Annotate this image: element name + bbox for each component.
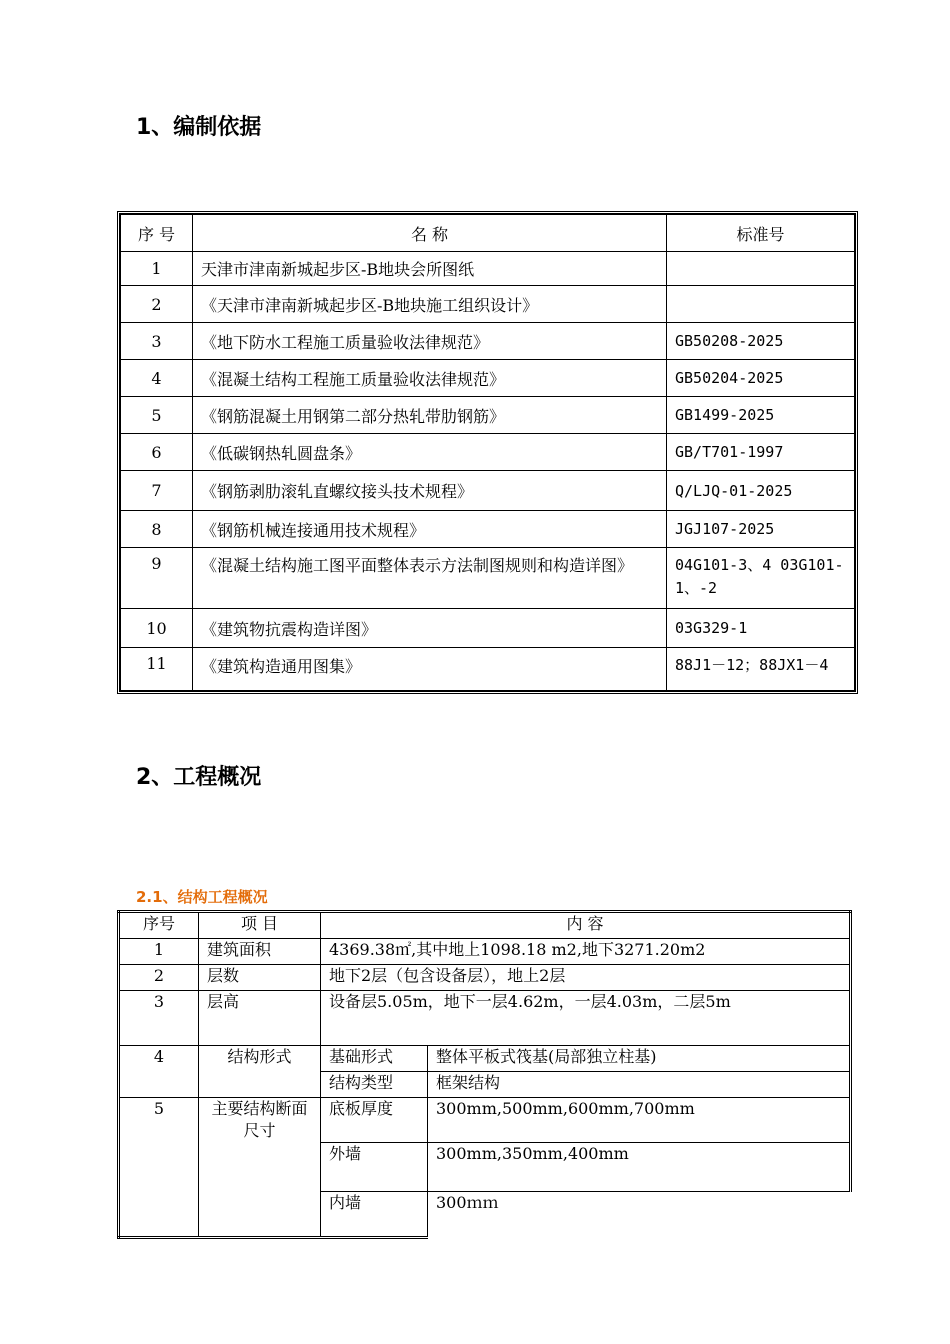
row-name: 《钢筋混凝土用钢第二部分热轧带肋钢筋》	[193, 397, 667, 434]
row-no: 2	[119, 965, 199, 991]
row-no: 11	[121, 648, 193, 691]
row-no: 4	[119, 1046, 199, 1098]
sub-value: 300mm,500mm,600mm,700mm	[428, 1098, 851, 1143]
row-no: 1	[121, 252, 193, 286]
table-row	[121, 434, 855, 471]
row-std: 04G101-3、4 03G101-1、-2	[667, 548, 855, 609]
table-header-row	[119, 912, 851, 939]
row-std	[667, 252, 855, 286]
sub-key: 底板厚度	[321, 1098, 428, 1143]
sub-value: 整体平板式筏基(局部独立柱基)	[428, 1046, 851, 1072]
row-std: Q/LJQ-01-2025	[667, 471, 855, 511]
references-table	[117, 211, 858, 694]
row-name: 《钢筋剥肋滚轧直螺纹接头技术规程》	[193, 471, 667, 511]
header-item: 项 目	[199, 912, 321, 939]
table-row	[121, 471, 855, 511]
row-no: 9	[121, 548, 193, 609]
header-no: 序 号	[121, 215, 193, 252]
row-item: 层数	[199, 965, 321, 991]
row-std	[667, 286, 855, 323]
table-row	[121, 609, 855, 648]
sub-key: 内墙	[321, 1192, 428, 1238]
row-std: 03G329-1	[667, 609, 855, 648]
row-name: 《地下防水工程施工质量验收法律规范》	[193, 323, 667, 360]
row-no: 3	[121, 323, 193, 360]
row-no: 1	[119, 939, 199, 965]
row-item: 结构形式	[199, 1046, 321, 1098]
header-no: 序号	[119, 912, 199, 939]
row-content: 4369.38㎡,其中地上1098.18 m2,地下3271.20m2	[321, 939, 851, 965]
row-name: 天津市津南新城起步区-B地块会所图纸	[193, 252, 667, 286]
table-row	[121, 397, 855, 434]
row-std: GB50204-2025	[667, 360, 855, 397]
sub-value: 框架结构	[428, 1072, 851, 1098]
sub-value: 300ｍｍ	[428, 1192, 851, 1238]
row-name: 《混凝土结构施工图平面整体表示方法制图规则和构造详图》	[193, 548, 667, 609]
header-name: 名 称	[193, 215, 667, 252]
row-no: 10	[121, 609, 193, 648]
row-content: 设备层5.05m，地下一层4.62m，一层4.03m，二层5m	[321, 991, 851, 1046]
header-std: 标准号	[667, 215, 855, 252]
row-no: 2	[121, 286, 193, 323]
row-name: 《混凝土结构工程施工质量验收法律规范》	[193, 360, 667, 397]
table-row	[121, 648, 855, 691]
row-std: GB/T701-1997	[667, 434, 855, 471]
row-no: 4	[121, 360, 193, 397]
table-row	[119, 1098, 851, 1143]
table-row	[121, 511, 855, 548]
table-header-row	[121, 215, 855, 252]
row-std: GB50208-2025	[667, 323, 855, 360]
row-name: 《低碳钢热轧圆盘条》	[193, 434, 667, 471]
row-no: 5	[119, 1098, 199, 1238]
table-row	[121, 360, 855, 397]
sub-key: 基础形式	[321, 1046, 428, 1072]
table-row	[119, 1046, 851, 1072]
row-item: 层高	[199, 991, 321, 1046]
sub-key: 外墙	[321, 1143, 428, 1192]
sub-value: 300mm,350mm,400mm	[428, 1143, 851, 1192]
row-no: 7	[121, 471, 193, 511]
structure-overview-table	[117, 910, 852, 1239]
table-row	[119, 939, 851, 965]
row-no: 6	[121, 434, 193, 471]
row-name: 《建筑构造通用图集》	[193, 648, 667, 691]
section1-heading: 1、编制依据	[136, 115, 262, 140]
table-row	[119, 991, 851, 1046]
row-name: 《天津市津南新城起步区-B地块施工组织设计》	[193, 286, 667, 323]
row-std: 88J1－12；88JX1－4	[667, 648, 855, 691]
row-name: 《钢筋机械连接通用技术规程》	[193, 511, 667, 548]
row-std: GB1499-2025	[667, 397, 855, 434]
row-item: 建筑面积	[199, 939, 321, 965]
header-content: 内 容	[321, 912, 851, 939]
table-row	[121, 252, 855, 286]
table-row	[121, 286, 855, 323]
section2-subheading: 2.1、结构工程概况	[136, 888, 268, 906]
section2-heading: 2、工程概况	[136, 765, 262, 790]
table-row	[119, 965, 851, 991]
row-std: JGJ107-2025	[667, 511, 855, 548]
table-row	[121, 323, 855, 360]
row-no: 8	[121, 511, 193, 548]
row-name: 《建筑物抗震构造详图》	[193, 609, 667, 648]
row-content: 地下2层（包含设备层），地上2层	[321, 965, 851, 991]
table-row	[121, 548, 855, 609]
row-no: 3	[119, 991, 199, 1046]
sub-key: 结构类型	[321, 1072, 428, 1098]
row-no: 5	[121, 397, 193, 434]
row-item: 主要结构断面尺寸	[199, 1098, 321, 1238]
